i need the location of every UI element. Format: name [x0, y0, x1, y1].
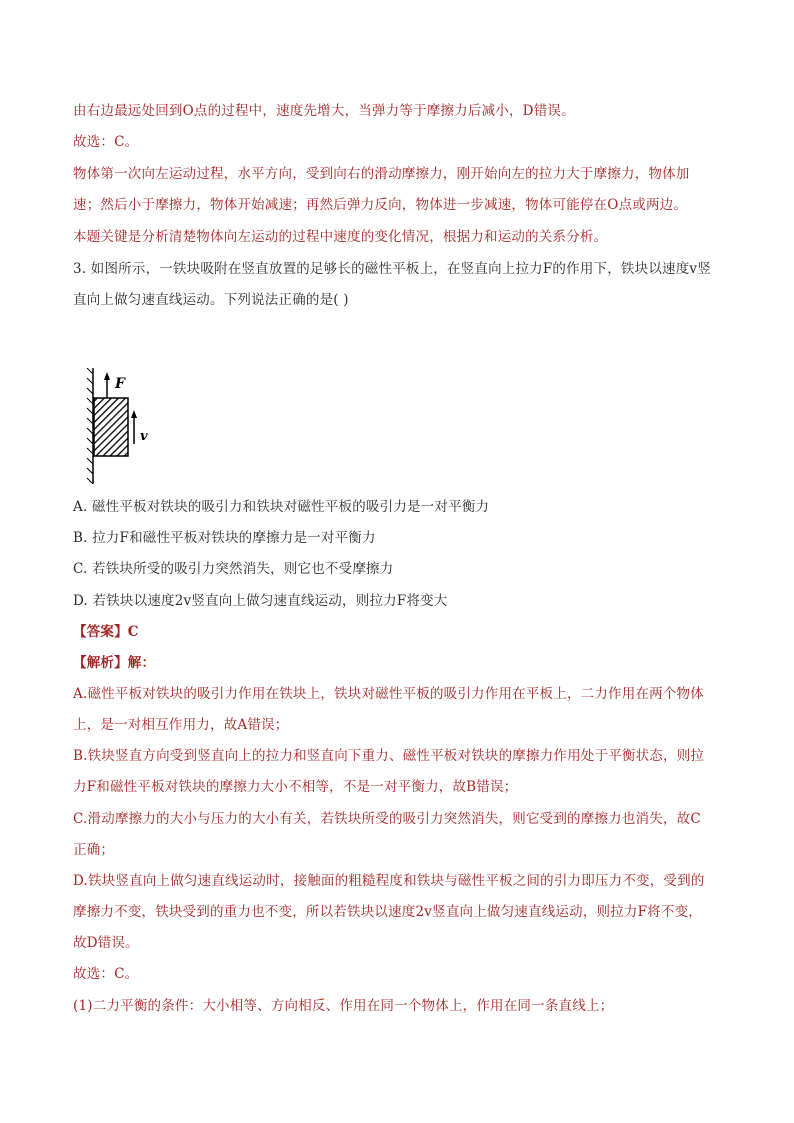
question-line: 直向上做匀速直线运动。下列说法正确的是( ): [73, 292, 349, 308]
analysis-line: 摩擦力不变，铁块受到的重力也不变，所以若铁块以速度2v竖直向上做匀速直线运动，则拉力F将不变，: [73, 904, 702, 920]
option-b: B. 拉力F和磁性平板对铁块的摩擦力是一对平衡力: [73, 530, 376, 546]
text-line: 物体第一次向左运动过程，水平方向，受到向右的滑动摩擦力，刚开始向左的拉力大于摩擦力，物体加: [73, 166, 690, 182]
option-c: C. 若铁块所受的吸引力突然消失，则它也不受摩擦力: [73, 561, 394, 577]
analysis-line: 故D错误。: [73, 935, 139, 951]
text-line: 由右边最远处回到O点的过程中，速度先增大，当弹力等于摩擦力后减小，D错误。: [73, 103, 575, 119]
text-line: 速；然后小于摩擦力，物体开始减速；再然后弹力反向，物体进一步减速，物体可能停在O点或两边。: [73, 197, 688, 213]
text-line: 本题关键是分析清楚物体向左运动的过程中速度的变化情况，根据力和运动的关系分析。: [73, 229, 608, 245]
option-a: A. 磁性平板对铁块的吸引力和铁块对磁性平板的吸引力是一对平衡力: [73, 499, 490, 515]
analysis-line: A.磁性平板对铁块的吸引力作用在铁块上，铁块对磁性平板的吸引力作用在平板上，二力作用在两个物体: [73, 686, 704, 702]
analysis-label: 【解析】解：: [73, 655, 156, 671]
text-line: 故选：C。: [73, 134, 139, 150]
analysis-line: C.滑动摩擦力的大小与压力的大小有关，若铁块所受的吸引力突然消失，则它受到的摩擦力也消失，故C: [73, 811, 701, 827]
explanation-line: (1)二力平衡的条件：大小相等、方向相反、作用在同一个物体上，作用在同一条直线上；: [73, 998, 614, 1014]
choice-line: 故选：C。: [73, 966, 139, 982]
analysis-line: 力F和磁性平板对铁块的摩擦力大小不相等，不是一对平衡力，故B错误；: [73, 779, 518, 795]
question-line: 3. 如图所示，一铁块吸附在竖直放置的足够长的磁性平板上，在竖直向上拉力F的作用下，铁块以速度v竖: [73, 261, 711, 277]
answer-label: 【答案】C: [73, 624, 139, 640]
board-hatching: [87, 368, 93, 484]
iron-block: [94, 398, 128, 456]
velocity-arrow-head: [131, 410, 137, 418]
analysis-line: 上，是一对相互作用力，故A错误；: [73, 717, 289, 733]
option-d: D. 若铁块以速度2v竖直向上做匀速直线运动，则拉力F将变大: [73, 593, 448, 609]
magnetic-board-diagram: [84, 368, 164, 484]
analysis-line: D.铁块竖直向上做匀速直线运动时，接触面的粗糙程度和铁块与磁性平板之间的引力即压力不变，受到的: [73, 873, 705, 889]
force-arrow-head: [104, 372, 110, 380]
analysis-line: B.铁块竖直方向受到竖直向上的拉力和竖直向下重力、磁性平板对铁块的摩擦力作用处于平衡状态，则拉: [73, 748, 705, 764]
force-label: F: [115, 376, 125, 392]
analysis-line: 正确；: [73, 842, 115, 858]
velocity-label: v: [140, 429, 148, 444]
